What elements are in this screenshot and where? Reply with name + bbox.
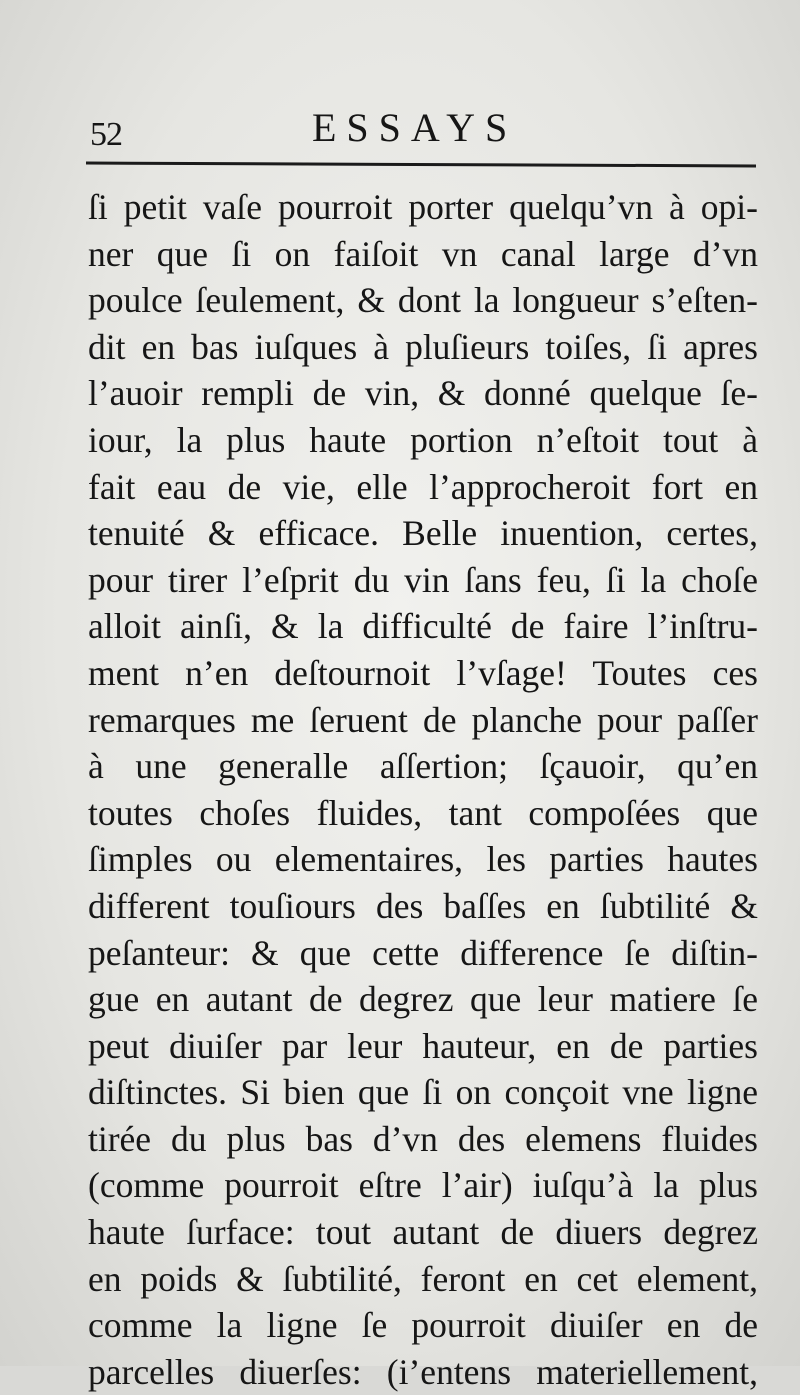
text-line: iour, la plus haute portion n’eſtoit tout à [88,419,758,460]
text-line: diſtinctes. Si bien que ſi on conçoit vne ligne [88,1072,758,1113]
body-text [88,184,758,1395]
text-line: dit en bas iuſques à pluſieurs toiſes, ſi apres [88,326,758,367]
text-line: ner que ſi on faiſoit vn canal large d’vn [88,233,758,274]
text-line: toutes choſes fluides, tant compoſées que [88,792,758,833]
page-header [86,94,766,164]
text-line: comme la ligne ſe pourroit diuiſer en de [88,1305,758,1346]
text-line: ment n’en deſtournoit l’vſage! Toutes ces [88,652,758,693]
text-line: parcelles diuerſes: (i’entens materiellement, [88,1351,758,1392]
text-line: à une generalle aſſertion; ſçauoir, qu’en [88,746,758,787]
text-line: tenuité & efficace. Belle inuention, certes, [88,513,758,554]
text-line: fait eau de vie, elle l’approcheroit fort en [88,466,758,507]
page-number: 52 [90,116,122,153]
text-line: en poids & ſubtilité, feront en cet element, [88,1258,758,1299]
text-line: tirée du plus bas d’vn des elemens fluides [88,1118,758,1159]
text-line: remarques me ſeruent de planche pour paſſer [88,699,758,740]
running-title: ESSAYS [312,105,518,150]
text-line: different touſiours des baſſes en ſubtilité & [88,885,758,926]
text-line: alloit ainſi, & la difficulté de faire l’inſtru- [88,606,758,647]
text-line: haute ſurface: tout autant de diuers degrez [88,1212,758,1253]
text-line: ſi petit vaſe pourroit porter quelqu’vn à opi- [88,187,758,227]
text-line: pour tirer l’eſprit du vin ſans feu, ſi la choſe [88,559,758,600]
text-line: gue en autant de degrez que leur matiere ſe [88,979,758,1020]
text-line: poulce ſeulement, & dont la longueur s’eſten- [88,280,758,321]
text-line: ſimples ou elementaires, les parties hautes [88,839,758,880]
text-line: (comme pourroit eſtre l’air) iuſqu’à la plus [88,1165,758,1206]
text-line: l’auoir rempli de vin, & donné quelque ſe- [88,373,758,414]
text-line: peut diuiſer par leur hauteur, en de parties [88,1025,758,1066]
text-line: peſanteur: & que cette difference ſe diſtin- [88,932,758,973]
